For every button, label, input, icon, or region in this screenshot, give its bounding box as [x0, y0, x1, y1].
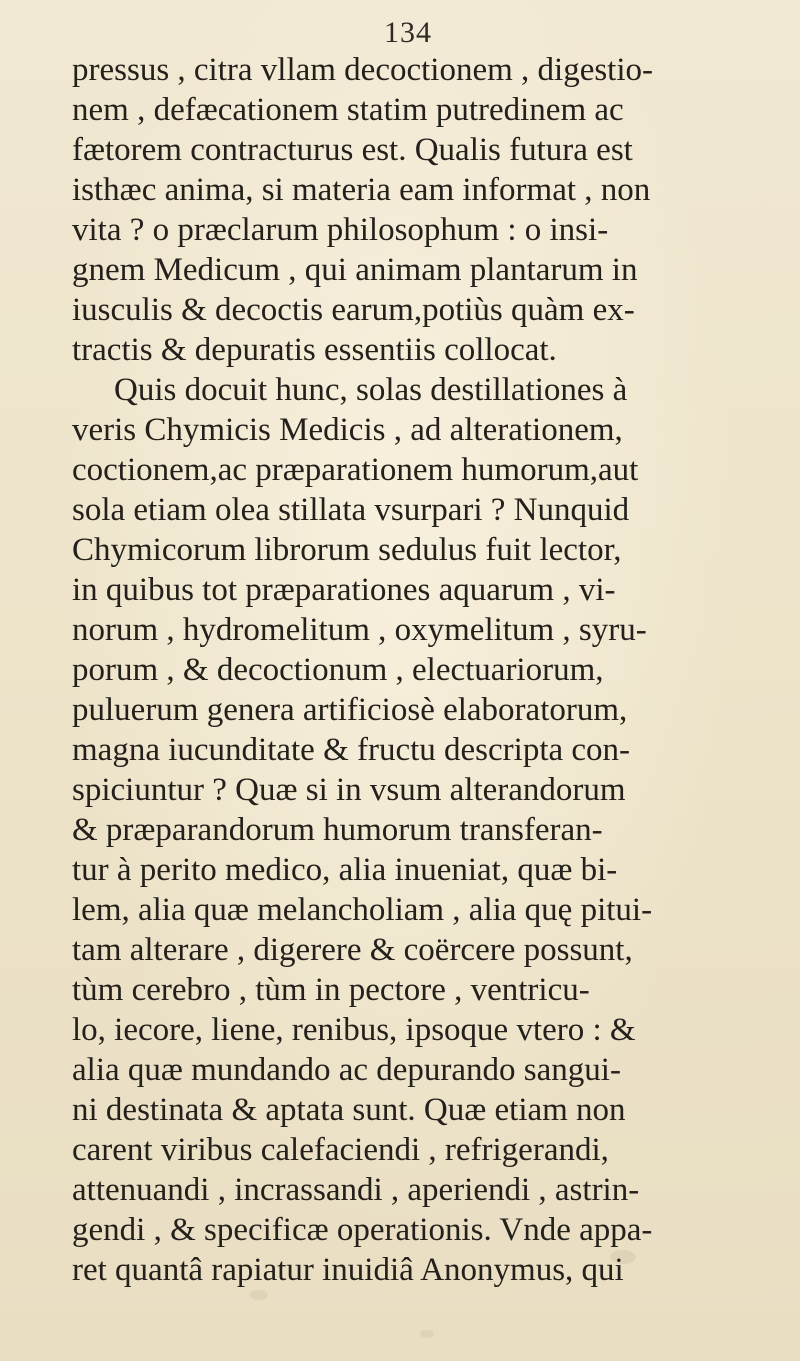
paper-stain [250, 1290, 268, 1300]
text-line: gnem Medicum , qui animam plantarum in [72, 252, 638, 288]
text-line: tam alterare , digerere & coërcere possunt, [72, 932, 633, 968]
text-line: carent viribus calefaciendi , refrigerandi, [72, 1132, 609, 1168]
text-line: iusculis & decoctis earum,potiùs quàm ex- [72, 292, 635, 328]
text-line: sola etiam olea stillata vsurpari ? Nunquid [72, 492, 630, 528]
text-line: lem, alia quæ melancholiam , alia quę pitui- [72, 892, 653, 928]
text-line: attenuandi , incrassandi , aperiendi , astrin- [72, 1172, 640, 1208]
text-line: tùm cerebro , tùm in pectore , ventricu- [72, 972, 590, 1008]
text-line: tur à perito medico, alia inueniat, quæ bi- [72, 852, 618, 888]
text-line: in quibus tot præparationes aquarum , vi- [72, 572, 616, 608]
text-line: vita ? o præclarum philosophum : o insi- [72, 212, 609, 248]
text-line: norum , hydromelitum , oxymelitum , syru- [72, 612, 647, 648]
text-line: spiciuntur ? Quæ si in vsum alterandorum [72, 772, 626, 808]
text-line: tractis & depuratis essentiis collocat. [72, 332, 557, 368]
text-line: magna iucunditate & fructu descripta con- [72, 732, 631, 768]
text-line: pressus , citra vllam decoctionem , digestio- [72, 52, 654, 88]
text-line: nem , defæcationem statim putredinem ac [72, 92, 624, 128]
text-line: ret quantâ rapiatur inuidiâ Anonymus, qui [72, 1252, 624, 1288]
paragraph-start-line: Quis docuit hunc, solas destillationes à [114, 372, 628, 408]
text-line: lo, iecore, liene, renibus, ipsoque vtero : & [72, 1012, 636, 1048]
text-line: isthæc anima, si materia eam informat , non [72, 172, 651, 208]
text-line: porum , & decoctionum , electuariorum, [72, 652, 604, 688]
text-line: veris Chymicis Medicis , ad alterationem, [72, 412, 623, 448]
text-line: coctionem,ac præparationem humorum,aut [72, 452, 639, 488]
text-line: gendi , & specificæ operationis. Vnde appa- [72, 1212, 653, 1248]
text-line: & præparandorum humorum transferan- [72, 812, 603, 848]
paper-stain [420, 1330, 434, 1338]
text-line: fætorem contracturus est. Qualis futura est [72, 132, 633, 168]
text-line: Chymicorum librorum sedulus fuit lector, [72, 532, 622, 568]
text-line: alia quæ mundando ac depurando sangui- [72, 1052, 621, 1088]
page-number: 134 [384, 16, 432, 49]
text-line: ni destinata & aptata sunt. Quæ etiam non [72, 1092, 626, 1128]
text-line: puluerum genera artificiosè elaboratorum, [72, 692, 628, 728]
